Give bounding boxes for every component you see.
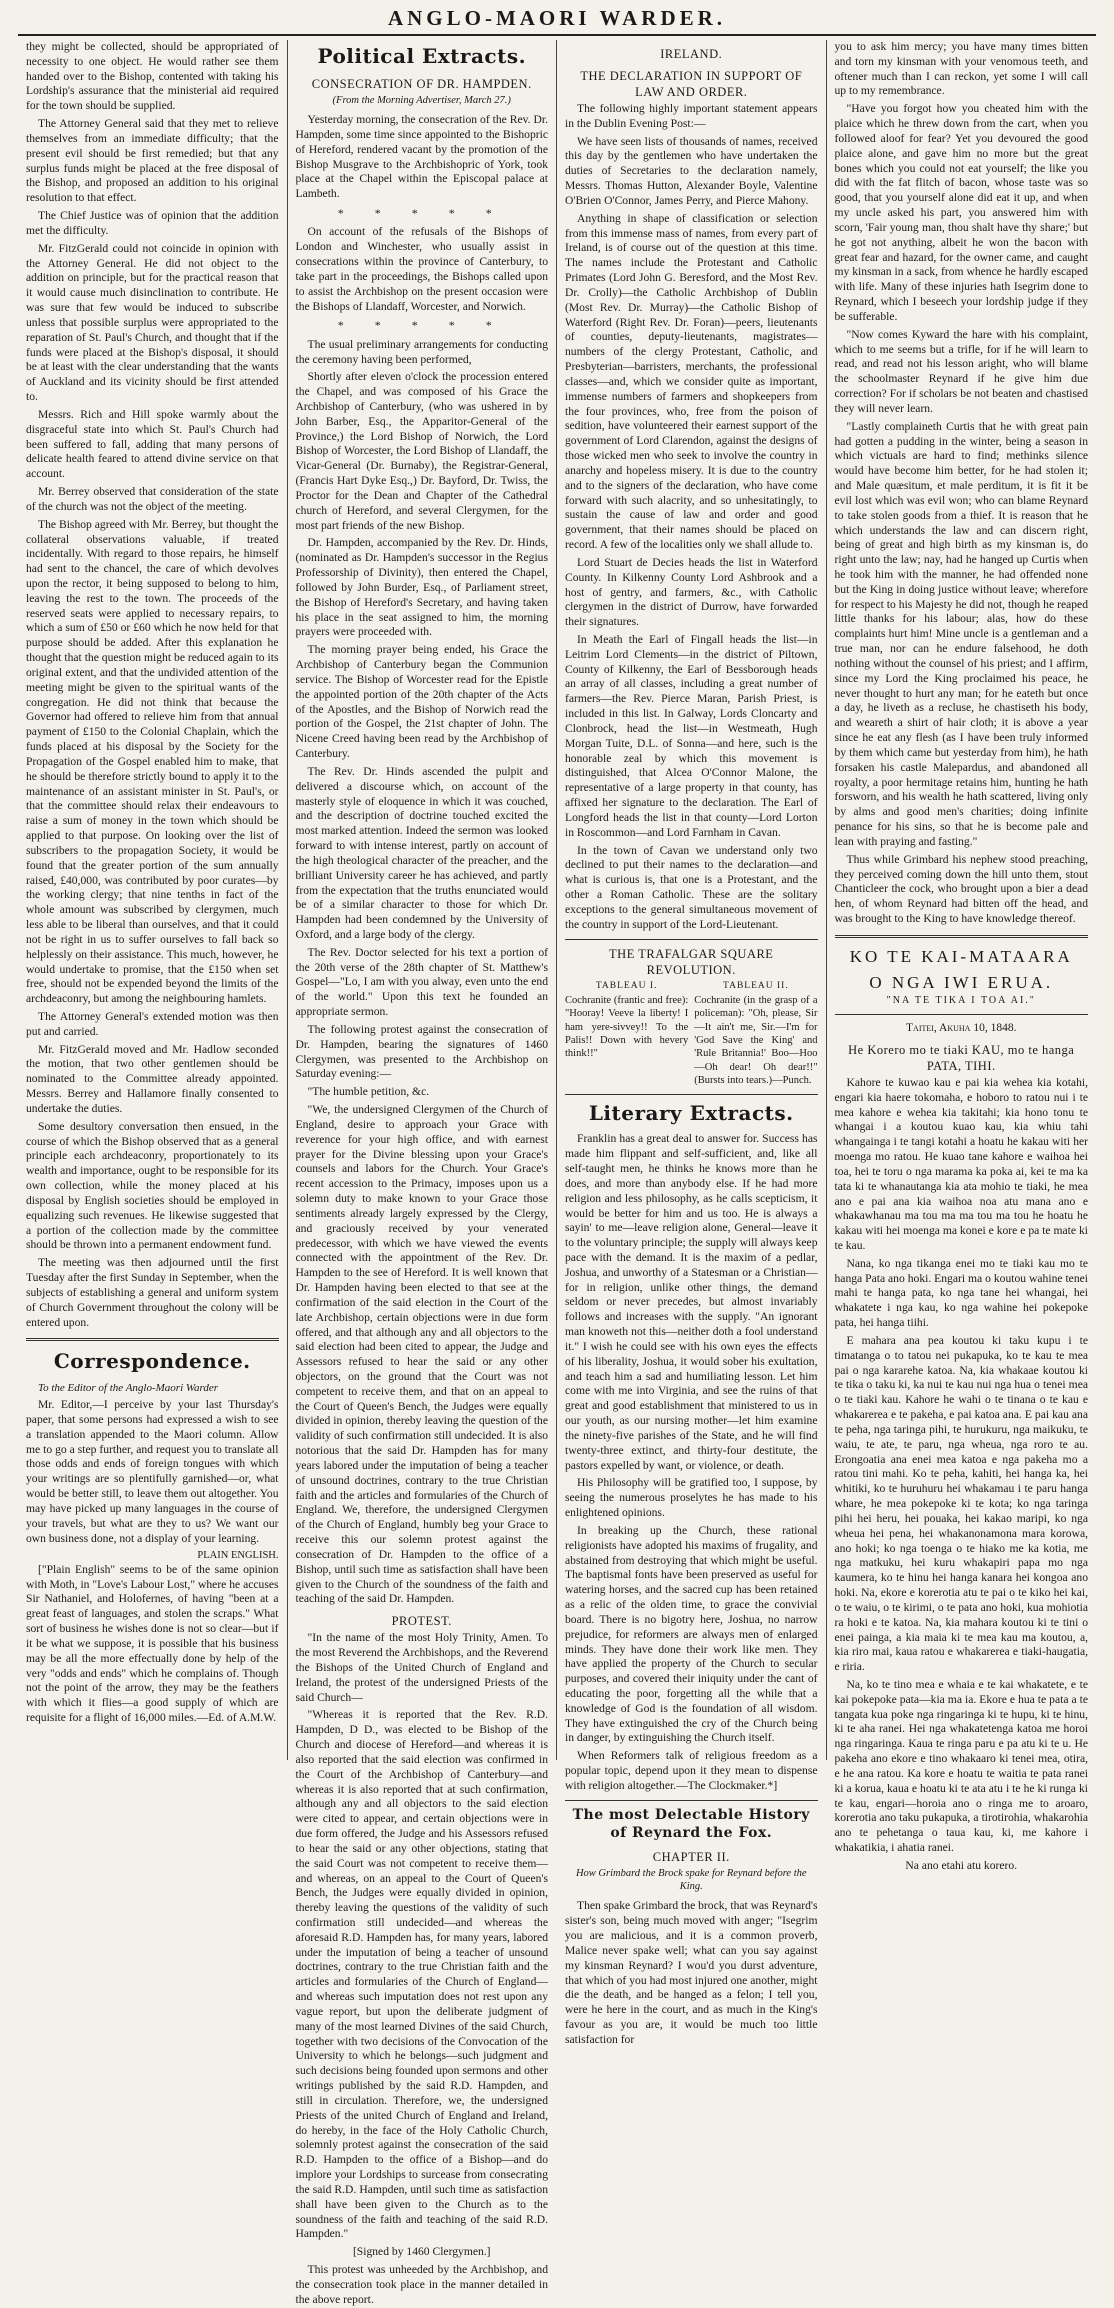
paragraph: "The humble petition, &c. [307, 1085, 430, 1099]
paragraph: Na ano etahi atu korero. [905, 1858, 1018, 1872]
divider [565, 1094, 818, 1095]
paragraph: "Whereas it is reported that the Rev. R.D. Hampden, D D., was elected to be Bishop of the Church and diocese of Hereford—and whereas it is also reported that the said election was confirmed in the Court of the Archbishop of Canterbury—and whereas it is also reported that at such confirmation, although any and all objectors to the said election were cited to appear, and certain objections were in due form offered, the Judge and his Assessors refused to hear the said or any other objections, stating that the said Court was not competent to receive them—and whereas, on an appeal to the Court of Queen's Bench, the Judges were equally divided in opinion, thereby leaving the questions of the validity of such confirmation still undecided—and whereas the aforesaid R.D. Hampden has, for many years, labored under the imputation of being a teacher of unsound doctrines, contrary to the true Christian faith and the articles and formularies of the Church of England—and whereas such imputation does not rest upon any vague report, but upon the deliberate judgment of many of the most learned Divines of the said Church, together with two decisions of the Convocation of the University to which he belongs—such judgment and such decisions being founded upon sermons and other writings published by the said R.D. Hampden, and still in circulation. Therefore, we, the undersigned Priests of the united Church of England and Ireland, do hereby, in the face of the Holy Catholic Church, solemnly protest against the consecration of the said R.D. Hampden to the office of a Bishop—and do implore your Lordships to surcease from consecrating the said R.D. Hampden, until such time as satisfaction shall have been given to the Church as to the soundness of the faith and teaching of the said R.D. Hampden." [295, 1708, 548, 2241]
meeting-report [26, 40, 279, 1330]
divider [835, 1014, 1089, 1015]
paragraph: In Meath the Earl of Fingall heads the list—in Leitrim Lord Clements—in the district of Piltown, County of Kilkenny, the Earl of Bessborough heads an array of all classes, including a great number of farmers—the Rev. Pierce Maran, Parish Priest, is included in this list. In Galway, Lords Cloncarty and Clonbrock, head the list—in Westmeath, Hugh Morgan Tuite, D.L. of Sonna—and here, such is the honorable zeal by which this movement is distinguished, that Alcea O'Connor Malone, the representative of a large property in that county, has affixed her signature to the declaration. The Earl of Longford heads the list in that county—Lord Lorton in Roscommon—and Lord Farnham in Cavan. [565, 632, 818, 839]
signature-note: [Signed by 1460 Clergymen.] [352, 2245, 491, 2259]
paragraph: The Rev. Doctor selected for his text a portion of the 20th verse of the 28th chapter of St. Matthew's Gospel—"Lo, I am with you alway, even unto the end of the world." Upon this text he founded an appropriate sermon. [295, 945, 548, 1019]
column-2 [288, 40, 558, 2306]
divider [565, 1800, 818, 1801]
declaration-headline: THE DECLARATION IN SUPPORT OF LAW AND ORDER. [580, 69, 803, 99]
trafalgar-headline: THE TRAFALGAR SQUARE REVOLUTION. [609, 946, 774, 977]
divider [26, 1338, 279, 1341]
paragraph: The Bishop agreed with Mr. Berrey, but thought the collateral observations valuable, if treated incidentally. With regard to those repairs, he himself had sent to the chancel, the care of which devolves upon the rector, it being supposed to belong to him, leaving the rest to the town. The proceeds of the reserved seats were applied to necessary repairs, to which a sum of £50 or £60 which he now held for that purpose should be added. After this explanation he thought that the question might be reduced again to its original extent, and that the undivided attention of the meeting might be given to the spiritual wants of the congregation. He did not think that because the Governor had offered to relieve him from that annual payment of £150 to the Colonial Chaplain, which the funds placed at his disposal by the Society for the Propagation of the Gospel enabled him to make, that he should be therefore strictly bound to apply it to the maintenance of an assistant minister in St. Paul's, or that the committee should relax their endeavours to raise a sum of money in the town which should be applied to that purpose. On looking over the list of subscribers to the propagation Society, it would be found that the greater portion of the sum annually raised, £40,000, was contributed by poor curates—by the working clergy; that nine tenths in fact of the whole amount was subscribed by clergymen, much less able to be liberal than ourselves, and that it could not be right in us to suffer ourselves to fall back so helplessly on their assistance. This much, however, he would undertake to promise, that the £150 when set free, should not be expended beyond the limits of the archdeaconry, but among the neighbouring hamlets. [26, 517, 279, 1006]
paragraph: Lord Stuart de Decies heads the list in Waterford County. In Kilkenny County Lord Ashbrook and a host of gentry, and farmers, &c., with Catholic clergymen in the district of Durrow, have forwarded their signatures. [565, 555, 818, 629]
paragraph: Yesterday morning, the consecration of the Rev. Dr. Hampden, some time since appointed to the Bishopric of Hereford, rendered vacant by the promotion of the Bishop Musgrave to the Archbishopric of York, took place at the Chapel within the Episcopal palace at Lambeth. [295, 113, 548, 201]
paragraph: Nana, ko nga tikanga enei mo te tiaki kau mo te hanga Pata ano hoki. Engari ma o koutou wahine tenei mahi te hanga pata, ko nga tane hei whangai, hei whakatete i nga kau, ko nga wahine hei pokepoke pata, hei hanga tiihi. [834, 1256, 1088, 1330]
paragraph: "Lastly complaineth Curtis that he with great pain had gotten a pudding in the winter, being a season in which victuals are hard to find; methinks silence would have become him better, for he had stolen it; and Male quæsitum, et male perditum, it is fit it be evil lost which was evil won; who can blame Reynard to take stolen goods from a thief. It is reason that he which understands the law and can discern right, being of great and high birth as my kinsman is, do right unto the law; nay, had he hanged up Curtis when he took him with the manner, he had offended none but the King in doing justice without leave; wherefore for respect to his Majesty he did not, though he reaped little thanks for his labour; alas, how do these complaints hurt him! Mine uncle is a gentleman and a true man, nor can he endure falsehood, he doth nothing without the counsel of his priest; and I affirm, since my Lord the King proclaimed his peace, he never thought to hurt any man; for he eateth but once a day, he liveth as a recluse, he chastiseth his body, and weareth a shirt of hair cloth; it is above a year since he eat any flesh (as I have been truly informed by them which came but yesterday from him), he hath forsaken his castle Malepardus, and abandoned all royalty, a poor hermitage retains him, hunting he hath forsworn, and his wealth he hath scattered, living only by alms and good men's charities; doing infinite penance for his sins, so that he is become pale and lean with praying and fasting." [834, 419, 1088, 848]
paragraph: E mahara ana pea koutou ki taku kupu i te timatanga o to tatou nei pukapuka, ko te kau te mea pai o nga kararehe katoa. Na, kia whakaae koutou ki te tika o taku ki, ka nui te kau nui nga hua o tenei mea o te tiaki kau. Kahore he wahi o te tinana o te kau e whakarerea e te pakeha, e pai katoa ana. E pai kau ana te peha, nga taringa pihi, te hurukuru, nga maikuku, te waiu, te ate, te paru, nga wheua, nga roro te au. Erongoatia ana enei mea katoa e nga pakeha mo a ratou tini mahi. Ko te peha, kahiti, hei hanga ka, hei whitiki, ko te huruhuru hei whakamau i te paru hanga whare, he mea pokepoke ki te kota; ko nga taringa pihi hei heru, hei pouaka, hei kakao maripi, ko nga wheua hei pena, hei whakanonamona mara korowa, ano hoki; ko nga toenga o te hiako me ka kotia, me nga matkuku, hei kuru whakapiri papa mo nga kaumera, ko te hinu hei hanga kanara hei kongoa ano hoki. Na, ekore e korerotia atu te pai o te kiko hei kai, o te waiu, o te kirimi, o te pata ano hoki, kua mohiotia ra hoki e te katoa. Na, kia mahara koutou ki te tini o enei painga, a kia maia ki te mea kau ma koutou, a, kia riro mai, kaua ratou e whakarerea e tiaki-haugatia, e riria. [834, 1333, 1088, 1674]
chapter-heading: CHAPTER II. [652, 1849, 730, 1864]
correspondence-heading: Correspondence. [53, 1349, 251, 1374]
paragraph: The Rev. Dr. Hinds ascended the pulpit and delivered a discourse which, on account of the masterly style of eloquence in which it was couched, and the description of doctrine touched excited the most marked attention. Indeed the sermon was looked forward to with intense interest, partly on account of the high theological character of the preacher, and the brilliant University career he has achieved, and partly from the expectation that the truths enunciated would be of a similar character to those for which Dr. Hampden had been condemned by the University of Oxford, and a large body of the clergy. [295, 764, 548, 941]
paragraph: Then spake Grimbard the brock, that was Reynard's sister's son, being much moved with anger; "Isegrim you are malicious, and it is a common proverb, Malice never spake well; what can you say against my kinsman Reynard? I wou'd you durst adventure, that which of you had most injured one another, might die the death, and be hanged as a felon; I tell you, were he here in the court, and as much in the King's favour as you are, it would be much too little satisfaction for [565, 1899, 818, 2046]
paragraph: Na, ko te tino mea e whaia e te kai whakatete, e te kai pokepoke pata—kia ma ia. Ekore e hua te pata a te tangata kua poke nga ringaringa ki te hupu, ki te hinu, ki te aha ranei. Hei nga whakatetenga katoa me horoi nga ringaringa. Kaua te ringa paru e pa atu ki te u. He pakeha ano ekore e tino whakaaro ki tenei mea, otira, e he ana ratou. Ka kore e hoatu te waitia te pata ranei ki a korua, kaua e hoatu ki te ata atu i te he ki runga ki te kau, engari—horoia ano o ringa me to aroaro, korerotia ano taku pukapuka, a tirotirohia, whakarohia ano te pehetanga o taua kau, ki, me kahore i whakatikia, i ahatia ranei. [834, 1678, 1088, 1855]
paragraph: "In the name of the most Holy Trinity, Amen. To the most Reverend the Archbishops, and the Reverend the Bishops of the United Church of England and Ireland, the protest of the undersigned Priests of the said Church— [295, 1631, 548, 1704]
chapter-subtitle: How Grimbard the Brock spake for Reynard before the King. [575, 1867, 807, 1893]
reynard-heading: The most Delectable History of Reynard the Fox. [572, 1806, 810, 1841]
paragraph: Shortly after eleven o'clock the procession entered the Chapel, and was composed of his Grace the Archbishop of Canterbury, (who was ushered in by John Barber, Esq., the Apparitor-General of the Province,) the Lord Bishop of Norwich, the Lord Bishop of Worcester, the Lord Bishop of Llandaff, the Vicar-General (Dr. Burnaby), the Registrar-General, (Francis Hart Dyke Esq.,) Dr. Bayford, Dr. Twiss, the Proctor for the Dean and Chapter of the Cathedral church of Hereford, and several Clergymen, for the most part friends of the new Bishop. [295, 370, 548, 532]
divider [565, 939, 818, 940]
paragraph: The morning prayer being ended, his Grace the Archbishop of Canterbury began the Communion service. The Bishop of Worcester read for the Epistle the appointed portion of the 20th chapter of the Acts of the Apostles, and the Bishop of Norwich read the portion of the Gospel, the 21st chapter of John. The Nicene Creed having been read by the Archbishop of Canterbury. [295, 643, 548, 761]
protest-heading: PROTEST. [391, 1614, 452, 1629]
tableau-label: TABLEAU I. [595, 980, 658, 991]
paragraph: The meeting was then adjourned until the first Tuesday after the first Sunday in September, when the subjects of establishing a general and uniform system of Church Government throughout the colony will be entered upon. [26, 1256, 279, 1329]
columns [18, 40, 1096, 2306]
paragraph: Mr. FitzGerald moved and Mr. Hadlow seconded the motion, that two other gentlemen should be nominated to the Committee already appointed. Messrs. Berrey and Hallamore finally consented to undertake the duties. [26, 1042, 279, 1115]
paragraph: His Philosophy will be gratified too, I suppose, by seeing the numerous proselytes he has made to his enlightened opinions. [565, 1476, 818, 1520]
maori-section-title: KO TE KAI-MATAARA [849, 946, 1073, 966]
paragraph: This protest was unheeded by the Archbishop, and the consecration took place in the manner detailed in the above report. [295, 2263, 548, 2306]
maori-date: Taitei, Akuha 10, 1848. [906, 1022, 1017, 1035]
paragraph: "Now comes Kyward the hare with his complaint, which to me seems but a trifle, for if he will learn to read, and read not his lesson aright, who will blame the schoolmaster Reynard if he give him due correction? For if scholars be not beaten and chastised they will never learn. [834, 327, 1088, 415]
section-break: * * * * * [337, 318, 506, 333]
tableau-1 [565, 980, 688, 1088]
paragraph: In breaking up the Church, these rational religionists have adopted his maxims of frugality, and abstained from destroying that which might be useful. The baptismal fonts have been preserved as useful for watering horses, and the sacred cup has been retained as a relic of the olden time, to grace the convivial board. There is no bigotry here, Joshua, no narrow prejudice, for reformers are always men of enlarged minds. They have done their work like men. They have applied the property of the Church to secular purposes, and covered their iniquity under the cant of educating the poor, forgetting all the while that a knowledge of God is the foundation of all wisdom. They have extinguished the cry of the Church being in danger, by extinguishing the Church itself. [565, 1523, 818, 1745]
section-break: * * * * * [337, 206, 506, 220]
paragraph: Anything in shape of classification or selection from this immense mass of names, from every part of Ireland, is of course out of the question at this time. The names include the Protestant and Catholic Primates (Lord John G. Beresford, and the Most Rev. Dr. Crolly)—the Catholic Archbishop of Dublin (Most Rev. Dr. Murray)—the Catholic Bishop of Waterford (Right Rev. Dr. Foran)—peers, lieutenants of counties, deputy-lieutenants, magistrates—numbers of the clergy Protestant, Catholic, and Presbyterian—barristers, merchants, the professional classes—and, which we consider quite as important, immense numbers of farmers and shopkeepers from the four provinces, who, free from the poison of sedition, have volunteered their earnest support of the government of Lord Clarendon, against the designs of those wicked men who seek to involve the country in anarchy and hopeless misery. It is due to the country and to the signers of the declaration, who have come forward with such alacrity, and so unhesitatingly, to sustain the cause of law and order and good government, that their names should be placed on record. A few of the localities only we shall allude to. [565, 211, 818, 552]
tableau-text: Cochranite (in the grasp of a policeman): "Oh, please, Sir—It ain't me, Sir.—I'm for 'God Save the King' and 'Rule Britannia!' Boo—Hoo—Oh dear! Oh dear!!" (Bursts into tears.)—Punch. [694, 994, 818, 1087]
paragraph: The usual preliminary arrangements for conducting the ceremony having been performed, [295, 337, 548, 366]
paragraph: Mr. Editor,—I perceive by your last Thursday's paper, that some persons had expressed a wish to see a translation appended to the Maori column. Allow me to go a step further, and request you to translate all those odds and ends of foreign tongues with which your writings are so plentifully garnished—or, what would be better still, to leave them out altogether. You may have picked up many languages in the course of your travels, but what are they to us? We want our own business done, not a display of your learning. [26, 1398, 279, 1545]
paragraph: The Attorney General said that they met to relieve themselves from an immediate difficulty; that the present evil should be first remedied; but that any surplus funds might be placed at the free disposal of the Bishop, and proposed an addition to his original resolution to that effect. [26, 117, 279, 205]
political-extracts-heading: Political Extracts. [317, 44, 527, 68]
ireland-heading: IRELAND. [660, 47, 723, 61]
paragraph: The Attorney General's extended motion was then put and carried. [26, 1010, 279, 1038]
paragraph: On account of the refusals of the Bishops of London and Winchester, who usually assist in consecrations within the province of Canterbury, to take part in the proceedings, the Bishops called upon to assist the Archbishop on the present occasion were the Bishops of Llandaff, Worcester, and Norwich. [295, 225, 548, 313]
masthead: ANGLO-MAORI WARDER. [18, 6, 1096, 36]
paragraph: Franklin has a great deal to answer for. Success has made him flippant and self-sufficient, and, like all self-taught men, he thinks he knows more than he does, and more than anybody else. If he had more religion and less philosophy, as he calls scepticism, it would be better for him and us too. He is always a sayin' to me—leave religion alone, General—leave it to the voluntary principle; the supply will always keep pace with the demand. It is the maxim of a pedlar, Joshua, and unworthy of a Statesman or a Christian—for in religion, unlike other things, the demand seldom or never precedes, but almost invariably follows and increases with the supply. "An ignorant man knoweth not this—neither doth a fool understand it." I wish he could see with his own eyes the effects of his liberality, Joshua, it would sober his exultation, and teach him a sad and humiliating lesson. Let him come with me into Virginia, and see the ruins of that great and good establishment that ministered to us in our youth, as our nursing mother—let him examine the ninety-five parishes of the State, and he will find twenty-three extinct, and thirty-four destitute, the pastors expelled by want, or violence, or death. [565, 1132, 818, 1472]
paragraph: Mr. Berrey observed that consideration of the state of the church was not the object of the meeting. [26, 485, 279, 513]
paragraph: Thus while Grimbard his nephew stood preaching, they perceived coming down the hill unto them, stout Chanticleer the cock, who brought upon a bier a dead hen, of whom Reynard had bitten off the head, and was brought to the King to have knowledge thereof. [834, 852, 1088, 926]
letter-signature: PLAIN ENGLISH. [197, 1550, 279, 1562]
article-headline: CONSECRATION OF DR. HAMPDEN. [311, 76, 532, 91]
paragraph: When Reformers talk of religious freedom as a popular topic, depend upon it they mean to dispense with religion altogether.—The Clockmaker.*] [565, 1749, 818, 1792]
paragraph: Some desultory conversation then ensued, in the course of which the Bishop observed that as a general principle each archdeaconry, proportionately to its wealth and importance, ought to be responsible for its own collection, while the money placed at his disposal by English societies should be employed in equalizing such revenues. He likewise suggested that a portion of the collection made by the committee should be thrown into a permanent endowment fund. [26, 1119, 279, 1252]
column-4 [827, 40, 1097, 1872]
divider [835, 935, 1089, 938]
paragraph: "We, the undersigned Clergymen of the Church of England, desire to approach your Grace with reverence for your high office, and with earnest prayer for the Divine blessing upon your Grace's counsels and labors for the Church. Your Grace's recent accession to the Primacy, imposes upon us a solemn duty to make known to your Grace those sentiments already largely expressed by the Clergy, and graciously received by your venerated predecessor, with which we have viewed the events connected with the appointment of the Rev. Dr. Hampden to the see of Hereford. It is well known that Dr. Hampden having been elected to that see at the confirmation of the said election in the Court of the late Archbishop, certain objections were in due form offered, and that although any and all objectors to the said election had been cited to appear, the Judge and Assessors refused to hear the said or any other objectors, on the ground that the Court was not competent to receive them, and that on an appeal to the Court of Queen's Bench, the Judges were equally divided in opinion, thereby leaving the question of the validity of such confirmation still undecided. It is also notorious that the said Dr. Hampden has for many years labored under the imputation of being a teacher of unsound doctrines, contrary to the true Christian faith and the articles and formularies of the Church of England. We, therefore, the undersigned Clergymen of the Church of England, humbly beg your Grace to receive this our solemn protest against the consecration of Dr. Hampden to the office of a Bishop, until such time as satisfaction shall have been given to the Church of the soundness of the faith and teaching of the said Dr. Hampden. [295, 1103, 548, 1606]
paragraph: The Chief Justice was of opinion that the addition met the difficulty. [26, 209, 279, 237]
paragraph: The following protest against the consecration of Dr. Hampden, bearing the signatures of 1460 Clergymen, was presented to the Archbishop on Saturday evening:— [295, 1022, 548, 1081]
tableaux [565, 980, 818, 1088]
letter-address: To the Editor of the Anglo-Maori Warder [38, 1381, 219, 1394]
paragraph: Messrs. Rich and Hill spoke warmly about the disgraceful state into which St. Paul's Church had been suffered to fall, adding that many persons of delicate health feared to attend divine service on that account. [26, 407, 279, 481]
paragraph: Mr. FitzGerald could not coincide in opinion with the Attorney General. He did not object to the addition on principle, but for the practical reason that it would cause much disinclination to contribute. He was sure that few would be induced to subscribe unless that possible surplus were appropriated to the reparation of St. Paul's Church, and thought that if the funds were placed at the Bishop's disposal, it should be at least with the clear understanding that the wants of Auckland and its vicinity should be first attended to. [26, 241, 279, 404]
maori-article-headline: He Korero mo te tiaki KAU, mo te hanga PATA, TIHI. [848, 1042, 1075, 1073]
column-3 [557, 40, 827, 2046]
paragraph: Kahore te kuwao kau e pai kia wehea kia kotahi, engari kia haere tokomaha, e hoboro to ratou nui i te mea kahore e wehea kia takitahi; kia hono tonu te whangai i a koutou kuao kau, kia whiu tahi whangainga i te tangi kotahi a hoatu he kakau witi her moenga mo ratou. He kuao tane kahore e waihoa hei toa, hei te toru o nga marama ka poka ai, kei te ma ka tata ki te whanautanga kia ata mohio te tiaki, he mea ano e pai ana kia waihoa noa atu mana ano e whakawhanau ma tou ma ma tou ma tou he hoatu he kakau witi hei moenga ma konei e kore e pa te mate ki te kau. [834, 1075, 1088, 1252]
paragraph: Dr. Hampden, accompanied by the Rev. Dr. Hinds, (nominated as Dr. Hampden's successor in the Regius Professorship of Divinity), then entered the Chapel, followed by John Burder, Esq., of Parliament street, the Bishop of Hereford's Secretary, and having taken his place in the seat assigned to him, the morning prayers were proceeded with. [295, 536, 548, 639]
editor-note: ["Plain English" seems to be of the same opinion with Moth, in "Love's Labour Lost," where he accuses Sir Nathaniel, and Holofernes, of having "been at a great feast of languages, and stolen the scraps." What sort of business he wishes done is not so clear—but if it be what we suppose, it is possible that his business may be all the more effectually done by help of the very "odds and ends" which he complains of. Though not the point of the arrow, they may be the feathers with which it flies—a good supply of which are requisite for a flight of 16,000 miles.—Ed. of A.M.W. [26, 1562, 279, 1725]
maori-section-title-2: O NGA IWI ERUA. [869, 972, 1054, 992]
paragraph: you to ask him mercy; you have many times bitten and torn my kinsman with your venomous teeth, and oftener much than I can reckon, yet some I will call up to my remembrance. [834, 40, 1088, 98]
paragraph: We have seen lists of thousands of names, received this day by the gentlemen who have undertaken the duties of Secretaries to the declaration namely, Messrs. Thomas Hutton, Alexander Boyle, Valentine O'Brien O'Connor, James Perry, and Pierce Mahony. [565, 134, 818, 207]
maori-motto: "NA TE TIKA I TOA AI." [886, 995, 1036, 1007]
article-source: (From the Morning Advertiser, March 27.) [332, 94, 511, 106]
paragraph: they might be collected, should be appropriated of necessity to one object. He would rather see them handed over to the Bishop, contented with taking his Lordship's assurance that the ministerial aid required for the town should be supplied. [26, 40, 279, 113]
paragraph: "Have you forgot how you cheated him with the plaice which he threw down from the cart, when you followed aloof for fear? Yet you devoured the good plaice alone, and gave him no more but the great bones which you could not eat yourself; the like you did with the fat flitch of bacon, whose taste was so good, that you yourself alone did eat it up, and when my uncle asked his part, you answered him with scorn, 'Fair young man, thou shalt have thy share;' but he got not anything, albeit he won the bacon with great fear and hazard, for the owner came, and caught my kinsman in a sack, from whence he hardly escaped with life. Many of these injuries hath Isegrim done to Reynard, which I beseech your lordship judge if they be sufferable. [834, 102, 1088, 323]
paragraph: The following highly important statement appears in the Dublin Evening Post:— [565, 102, 818, 130]
literary-extracts-heading: Literary Extracts. [588, 1100, 794, 1125]
tableau-text: Cochranite (frantic and free): "Hooray! Veeve la liberty! I ham yere-sivvey!! To the Palis!! Down with hevery think!!" [565, 994, 689, 1060]
column-1 [18, 40, 288, 1760]
tableau-label: TABLEAU II. [723, 980, 789, 991]
paragraph: In the town of Cavan we understand only two declined to put their names to the declaration—and what is curious is, that one is a Protestant, and the other a Roman Catholic. These are the solitary exceptions to the general simultaneous movement of the country in support of the Lord-Lieutenant. [565, 843, 818, 931]
tableau-2 [694, 980, 817, 1088]
